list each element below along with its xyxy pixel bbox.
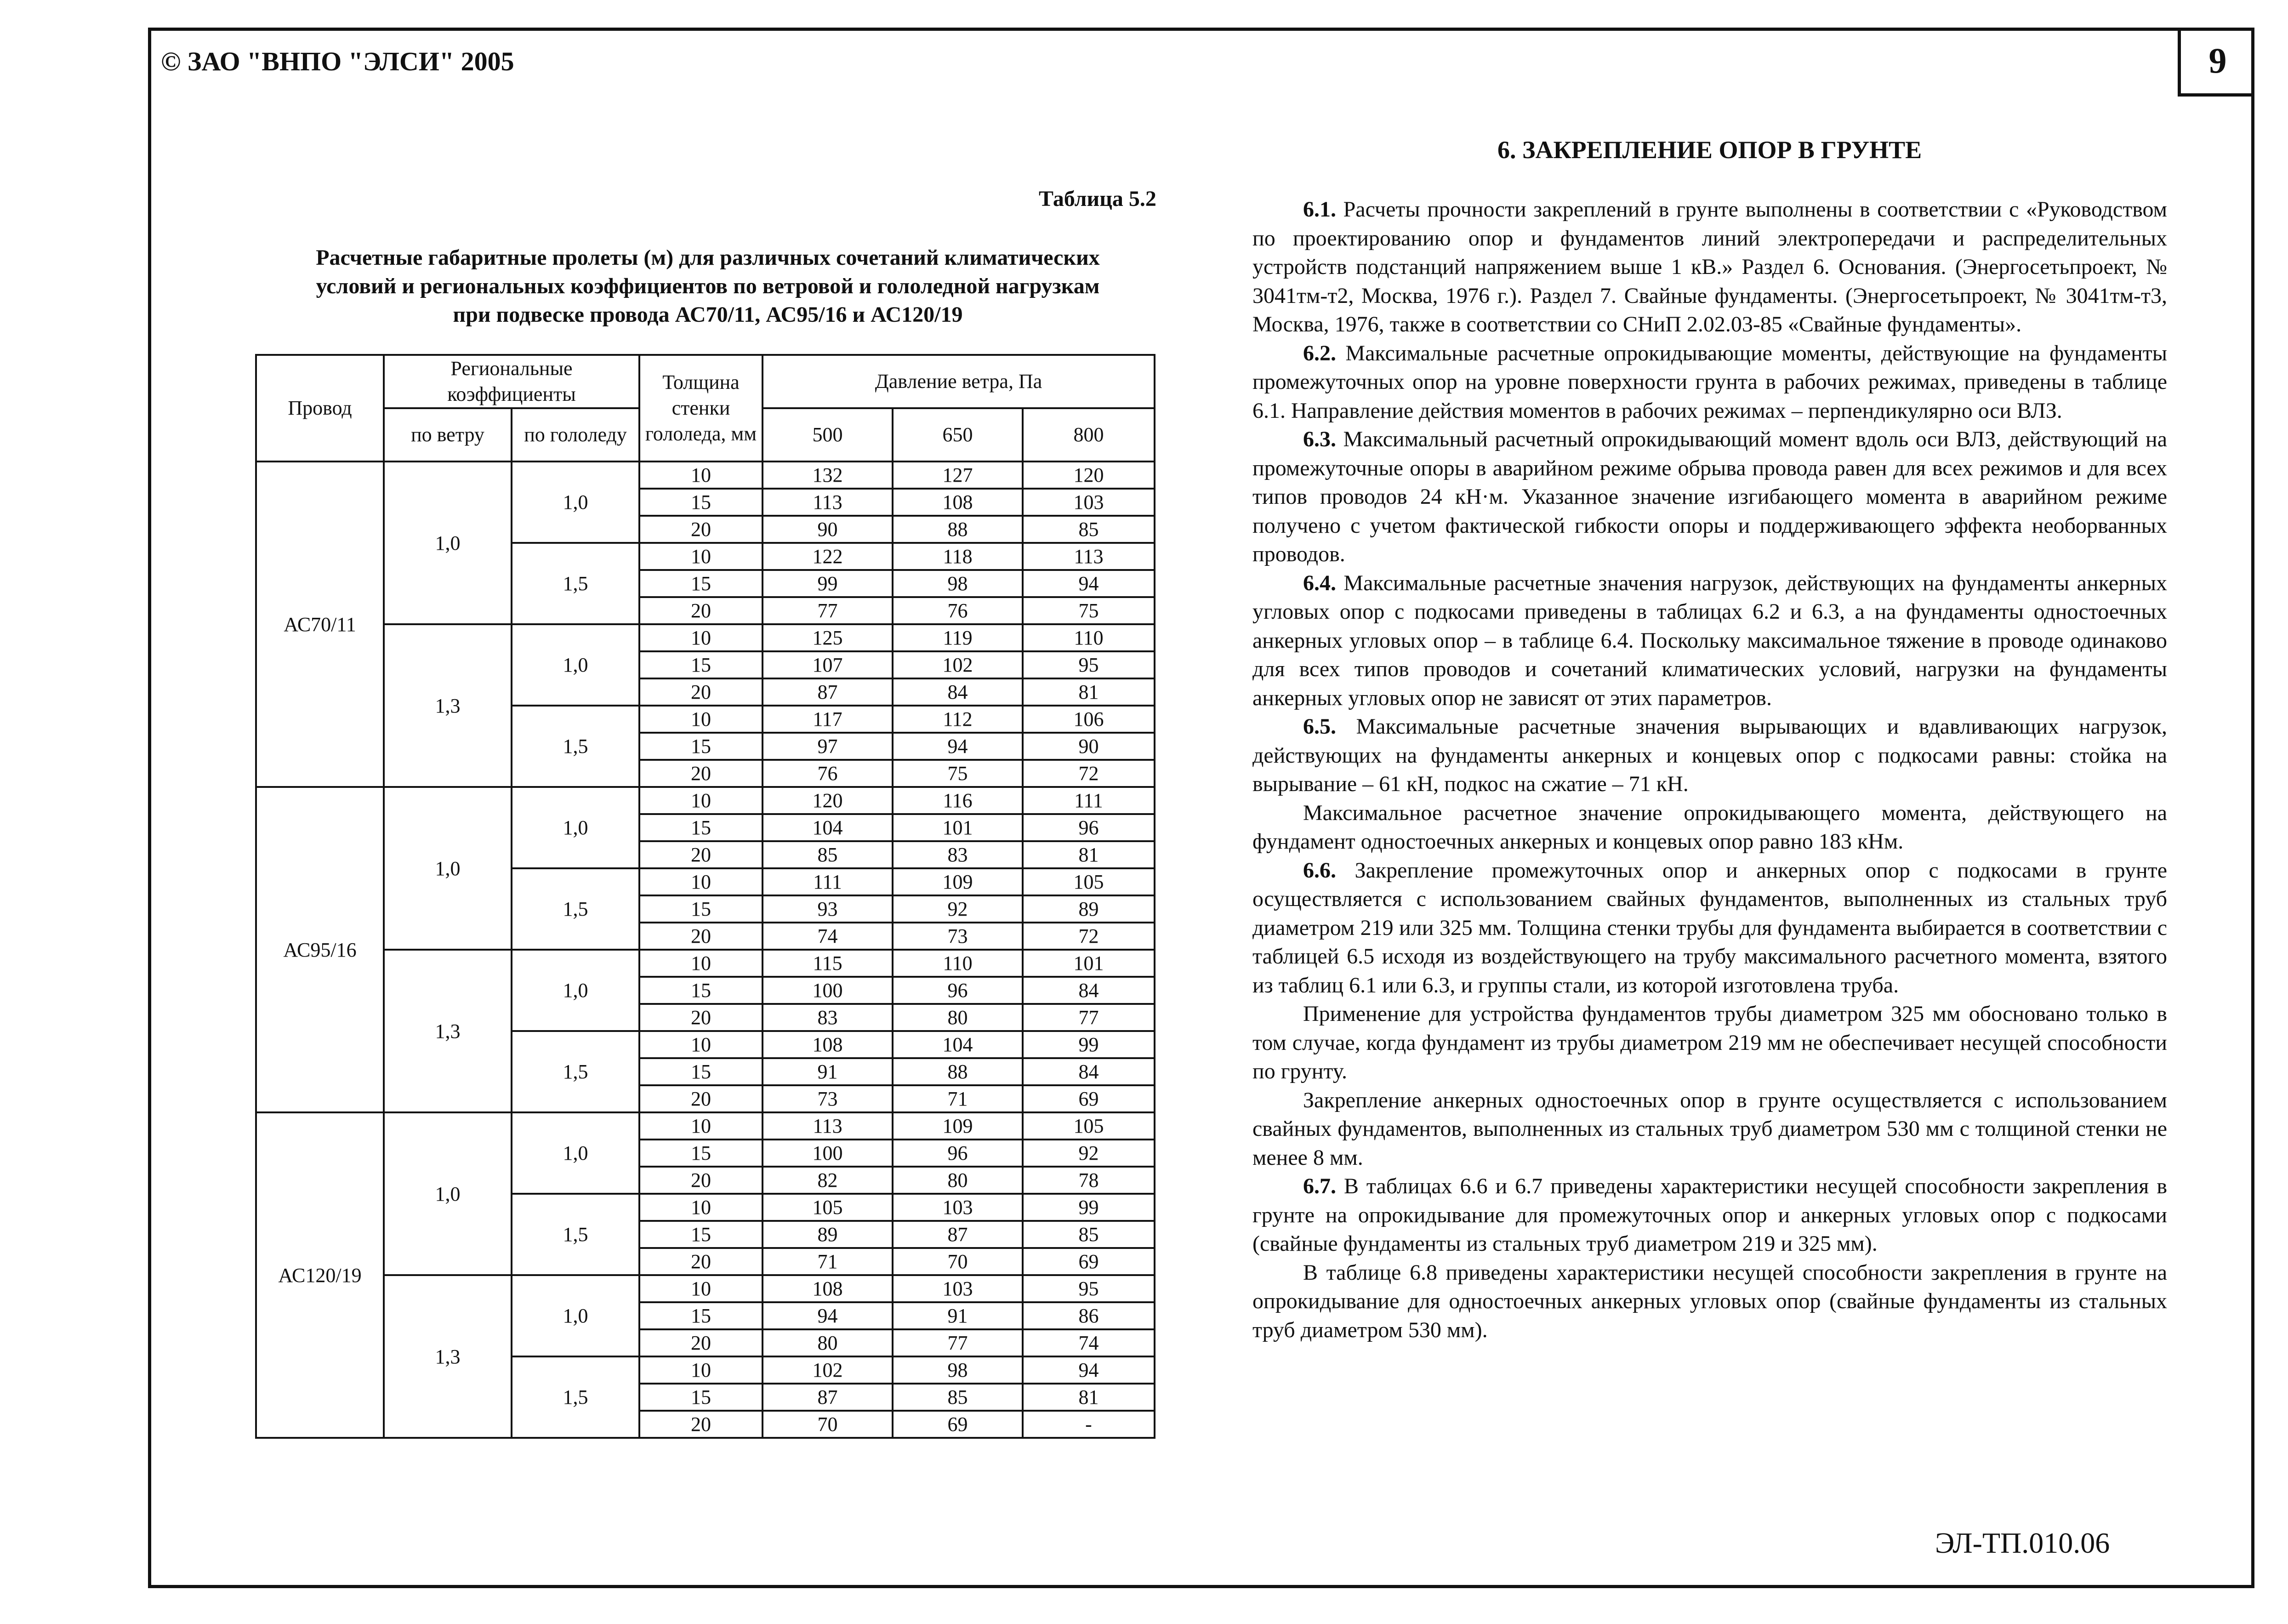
paragraph-number: 6.7.	[1303, 1174, 1336, 1198]
span-500-cell: 113	[763, 489, 893, 516]
paragraph-number: 6.1.	[1303, 197, 1336, 222]
span-500-cell: 117	[763, 706, 893, 733]
span-800-cell: 72	[1023, 760, 1155, 787]
wind-coef-cell: 1,3	[384, 1275, 512, 1438]
header-by-wind: по ветру	[384, 408, 512, 462]
span-650-cell: 71	[893, 1085, 1023, 1112]
span-650-cell: 119	[893, 624, 1023, 651]
thickness-cell: 15	[639, 570, 763, 597]
span-500-cell: 99	[763, 570, 893, 597]
thickness-cell: 15	[639, 651, 763, 678]
thickness-cell: 20	[639, 1167, 763, 1194]
wind-coef-cell: 1,0	[384, 462, 512, 624]
span-500-cell: 85	[763, 841, 893, 868]
span-650-cell: 118	[893, 543, 1023, 570]
span-500-cell: 93	[763, 895, 893, 923]
section-paragraph	[1252, 1000, 2167, 1086]
thickness-cell: 10	[639, 950, 763, 977]
header-p500: 500	[763, 408, 893, 462]
span-650-cell: 96	[893, 977, 1023, 1004]
span-800-cell: 78	[1023, 1167, 1155, 1194]
thickness-cell: 10	[639, 706, 763, 733]
span-500-cell: 71	[763, 1248, 893, 1275]
span-500-cell: 76	[763, 760, 893, 787]
span-500-cell: 94	[763, 1302, 893, 1329]
header-by-ice: по гололеду	[512, 408, 639, 462]
table-title-line: условий и региональных коэффициентов по ветровой и гололедной нагрузкам	[316, 274, 1100, 298]
span-800-cell: 81	[1023, 841, 1155, 868]
paragraph-text: Расчеты прочности закреплений в грунте выполнены в соответствии с «Руководством по проектированию опор и фундаментов линий электропередачи и распределительных устройств подстанций напряжением выше 1 кВ.» Раздел 6. Основания. (Энергосетьпроект, № 3041тм-т2, Москва, 1976 г.). Раздел 7. Свайные фундаменты. (Энергосетьпроект, № 3041тм-т3, Москва, 1976, также в соответствии со СНиП 2.02.03-85 «Свайные фундаменты».	[1252, 197, 2167, 336]
table-body	[256, 462, 1155, 1438]
thickness-cell: 15	[639, 1302, 763, 1329]
span-800-cell: 111	[1023, 787, 1155, 814]
span-500-cell: 100	[763, 977, 893, 1004]
span-500-cell: 104	[763, 814, 893, 841]
span-800-cell: 69	[1023, 1085, 1155, 1112]
span-800-cell: 90	[1023, 733, 1155, 760]
wire-cell: АС120/19	[256, 1112, 384, 1438]
ice-coef-cell: 1,0	[512, 950, 639, 1031]
span-800-cell: 94	[1023, 1356, 1155, 1384]
span-500-cell: 77	[763, 597, 893, 624]
thickness-cell: 15	[639, 895, 763, 923]
span-500-cell: 111	[763, 868, 893, 895]
span-650-cell: 91	[893, 1302, 1023, 1329]
wind-coef-cell: 1,3	[384, 624, 512, 787]
span-500-cell: 91	[763, 1058, 893, 1085]
table-row	[256, 624, 1155, 651]
wind-coef-cell: 1,3	[384, 950, 512, 1112]
span-650-cell: 75	[893, 760, 1023, 787]
span-500-cell: 108	[763, 1275, 893, 1302]
span-500-cell: 90	[763, 516, 893, 543]
thickness-cell: 10	[639, 624, 763, 651]
span-800-cell: 84	[1023, 977, 1155, 1004]
ice-coef-cell: 1,5	[512, 1356, 639, 1438]
table-title-line: Расчетные габаритные пролеты (м) для различных сочетаний климатических	[316, 245, 1100, 270]
span-500-cell: 97	[763, 733, 893, 760]
header-p800: 800	[1023, 408, 1155, 462]
thickness-cell: 20	[639, 1248, 763, 1275]
spans-table	[255, 354, 1155, 1439]
thickness-cell: 20	[639, 841, 763, 868]
section-paragraph	[1252, 425, 2167, 569]
paragraph-text: Максимальные расчетные значения нагрузок, действующих на фундаменты анкерных угловых опор с подкосами приведены в таблицах 6.2 и 6.3, а на фундаменты одностоечных анкерных угловых опор – в таблице 6.4. Поскольку максимальное тяжение в проводе одинаково для всех типов проводов и сочетаний климатических условий, нагрузки на фундаменты анкерных угловых опор не зависят от этих параметров.	[1252, 570, 2167, 710]
section-paragraph	[1252, 569, 2167, 713]
header-p650: 650	[893, 408, 1023, 462]
copyright-text: © ЗАО "ВНПО "ЭЛСИ" 2005	[161, 46, 514, 76]
span-500-cell: 83	[763, 1004, 893, 1031]
table-row	[256, 787, 1155, 814]
thickness-cell: 20	[639, 597, 763, 624]
span-500-cell: 105	[763, 1194, 893, 1221]
span-500-cell: 80	[763, 1329, 893, 1356]
span-800-cell: 84	[1023, 1058, 1155, 1085]
section-paragraph	[1252, 195, 2167, 339]
thickness-cell: 20	[639, 1329, 763, 1356]
span-650-cell: 98	[893, 1356, 1023, 1384]
thickness-cell: 15	[639, 814, 763, 841]
section-paragraph	[1252, 712, 2167, 799]
paragraph-text: Максимальные расчетные значения вырывающих и вдавливающих нагрузок, действующих на фундаменты анкерных и концевых опор с подкосами равны: стойка на вырывание – 61 кН, подкос на сжатие – 71 кН.	[1252, 714, 2167, 796]
paragraph-text: Закрепление промежуточных опор и анкерных опор с подкосами в грунте осуществляется с использованием свайных фундаментов, выполненных из стальных труб диаметром 219 или 325 мм. Толщина стенки трубы для фундамента выбирается в соответствии с таблицей 6.5 исходя из воздействующего на трубу максимального расчетного момента, взятого из таблиц 6.1 или 6.3, и группы стали, из которой изготовлена труба.	[1252, 858, 2167, 997]
span-800-cell: 113	[1023, 543, 1155, 570]
span-650-cell: 88	[893, 1058, 1023, 1085]
span-650-cell: 127	[893, 462, 1023, 489]
span-800-cell: 95	[1023, 1275, 1155, 1302]
span-650-cell: 92	[893, 895, 1023, 923]
thickness-cell: 15	[639, 1384, 763, 1411]
span-800-cell: 81	[1023, 678, 1155, 706]
span-500-cell: 132	[763, 462, 893, 489]
span-800-cell: 81	[1023, 1384, 1155, 1411]
thickness-cell: 20	[639, 1411, 763, 1438]
paragraph-text: Закрепление анкерных одностоечных опор в грунте осуществляется с использованием свайных фундаментов, выполненных из стальных труб диаметром 530 мм с толщиной стенки не менее 8 мм.	[1252, 1088, 2167, 1170]
span-500-cell: 113	[763, 1112, 893, 1140]
thickness-cell: 10	[639, 1275, 763, 1302]
span-800-cell: 103	[1023, 489, 1155, 516]
span-800-cell: 74	[1023, 1329, 1155, 1356]
thickness-cell: 15	[639, 977, 763, 1004]
ice-coef-cell: 1,5	[512, 543, 639, 624]
span-650-cell: 83	[893, 841, 1023, 868]
table-row	[256, 462, 1155, 489]
span-650-cell: 84	[893, 678, 1023, 706]
ice-coef-cell: 1,0	[512, 462, 639, 543]
paragraph-number: 6.4.	[1303, 570, 1336, 595]
span-500-cell: 122	[763, 543, 893, 570]
paragraph-text: Максимальные расчетные опрокидывающие моменты, действующие на фундаменты промежуточных опор на уровне поверхности грунта в рабочих режимах, приведены в таблице 6.1. Направление действия моментов в рабочих режимах – перпендикулярно оси ВЛЗ.	[1252, 341, 2167, 423]
thickness-cell: 10	[639, 1112, 763, 1140]
document-code: ЭЛ-ТП.010.06	[1935, 1527, 2110, 1559]
section-title: 6. ЗАКРЕПЛЕНИЕ ОПОР В ГРУНТЕ	[1497, 136, 1922, 164]
table-row	[256, 1112, 1155, 1140]
span-650-cell: 80	[893, 1004, 1023, 1031]
thickness-cell: 20	[639, 516, 763, 543]
span-800-cell: 95	[1023, 651, 1155, 678]
ice-coef-cell: 1,0	[512, 624, 639, 706]
thickness-cell: 15	[639, 1058, 763, 1085]
span-650-cell: 101	[893, 814, 1023, 841]
thickness-cell: 20	[639, 923, 763, 950]
span-650-cell: 98	[893, 570, 1023, 597]
span-800-cell: 101	[1023, 950, 1155, 977]
thickness-cell: 10	[639, 1194, 763, 1221]
header-thickness: Толщина стенки гололеда, мм	[639, 355, 763, 462]
span-650-cell: 104	[893, 1031, 1023, 1058]
paragraph-text: В таблицах 6.6 и 6.7 приведены характеристики несущей способности закрепления в грунте на опрокидывание для промежуточных опор и анкерных угловых опор с подкосами (свайные фундаменты из стальных труб диаметром 219 и 325 мм).	[1252, 1174, 2167, 1256]
span-500-cell: 125	[763, 624, 893, 651]
span-650-cell: 77	[893, 1329, 1023, 1356]
thickness-cell: 20	[639, 678, 763, 706]
paragraph-text: Максимальный расчетный опрокидывающий момент вдоль оси ВЛЗ, действующий на промежуточные опоры в аварийном режиме обрыва провода равен для всех режимов и для всех типов проводов 24 кН·м. Указанное значение изгибающего момента в аварийном режиме получено с учетом фактической гибкости опоры и поддерживающего эффекта необорванных проводов.	[1252, 427, 2167, 566]
wire-cell: АС95/16	[256, 787, 384, 1112]
span-650-cell: 102	[893, 651, 1023, 678]
span-500-cell: 70	[763, 1411, 893, 1438]
span-650-cell: 80	[893, 1167, 1023, 1194]
paragraph-number: 6.6.	[1303, 858, 1336, 883]
header-wire: Провод	[256, 355, 384, 462]
span-500-cell: 87	[763, 678, 893, 706]
span-650-cell: 94	[893, 733, 1023, 760]
span-500-cell: 74	[763, 923, 893, 950]
span-650-cell: 116	[893, 787, 1023, 814]
header-regional: Региональные коэффициенты	[384, 355, 639, 408]
thickness-cell: 15	[639, 733, 763, 760]
span-800-cell: 89	[1023, 895, 1155, 923]
span-800-cell: 96	[1023, 814, 1155, 841]
span-500-cell: 89	[763, 1221, 893, 1248]
table-title	[257, 244, 1158, 329]
thickness-cell: 15	[639, 1140, 763, 1167]
span-650-cell: 85	[893, 1384, 1023, 1411]
span-650-cell: 96	[893, 1140, 1023, 1167]
section-paragraph	[1252, 856, 2167, 1000]
span-500-cell: 120	[763, 787, 893, 814]
thickness-cell: 15	[639, 1221, 763, 1248]
paragraph-number: 6.2.	[1303, 341, 1336, 365]
thickness-cell: 20	[639, 760, 763, 787]
span-650-cell: 109	[893, 868, 1023, 895]
wire-cell: АС70/11	[256, 462, 384, 787]
span-500-cell: 115	[763, 950, 893, 977]
span-800-cell: 85	[1023, 516, 1155, 543]
span-500-cell: 87	[763, 1384, 893, 1411]
wind-coef-cell: 1,0	[384, 787, 512, 950]
span-650-cell: 110	[893, 950, 1023, 977]
span-800-cell: 110	[1023, 624, 1155, 651]
span-800-cell: 105	[1023, 1112, 1155, 1140]
table-title-line: при подвеске провода АС70/11, АС95/16 и АС120/19	[453, 302, 963, 327]
span-650-cell: 76	[893, 597, 1023, 624]
section-paragraph	[1252, 1086, 2167, 1173]
span-800-cell: 99	[1023, 1031, 1155, 1058]
span-650-cell: 70	[893, 1248, 1023, 1275]
span-800-cell: 92	[1023, 1140, 1155, 1167]
span-650-cell: 103	[893, 1194, 1023, 1221]
ice-coef-cell: 1,5	[512, 1194, 639, 1275]
span-800-cell: 94	[1023, 570, 1155, 597]
thickness-cell: 10	[639, 787, 763, 814]
section-text	[1252, 195, 2167, 1345]
section-paragraph	[1252, 1172, 2167, 1259]
paragraph-number: 6.3.	[1303, 427, 1336, 451]
span-800-cell: 120	[1023, 462, 1155, 489]
thickness-cell: 10	[639, 543, 763, 570]
thickness-cell: 10	[639, 1031, 763, 1058]
ice-coef-cell: 1,0	[512, 1112, 639, 1194]
section-paragraph	[1252, 799, 2167, 856]
paragraph-text: Применение для устройства фундаментов трубы диаметром 325 мм обосновано только в том случае, когда фундамент из трубы диаметром 219 мм не обеспечивает несущей способности по грунту.	[1252, 1002, 2167, 1083]
thickness-cell: 10	[639, 462, 763, 489]
span-650-cell: 108	[893, 489, 1023, 516]
span-500-cell: 82	[763, 1167, 893, 1194]
span-500-cell: 100	[763, 1140, 893, 1167]
paragraph-number: 6.5.	[1303, 714, 1336, 739]
span-500-cell: 102	[763, 1356, 893, 1384]
section-paragraph	[1252, 1259, 2167, 1345]
wind-coef-cell: 1,0	[384, 1112, 512, 1275]
span-800-cell: 69	[1023, 1248, 1155, 1275]
thickness-cell: 10	[639, 868, 763, 895]
thickness-cell: 10	[639, 1356, 763, 1384]
span-800-cell: -	[1023, 1411, 1155, 1438]
span-800-cell: 77	[1023, 1004, 1155, 1031]
header-wind-pressure: Давление ветра, Па	[763, 355, 1155, 408]
table-row	[256, 1275, 1155, 1302]
span-800-cell: 72	[1023, 923, 1155, 950]
span-650-cell: 87	[893, 1221, 1023, 1248]
span-650-cell: 88	[893, 516, 1023, 543]
table-caption: Таблица 5.2	[1039, 187, 1156, 211]
span-650-cell: 69	[893, 1411, 1023, 1438]
span-650-cell: 73	[893, 923, 1023, 950]
span-800-cell: 75	[1023, 597, 1155, 624]
span-800-cell: 106	[1023, 706, 1155, 733]
ice-coef-cell: 1,5	[512, 868, 639, 950]
span-800-cell: 99	[1023, 1194, 1155, 1221]
ice-coef-cell: 1,0	[512, 1275, 639, 1356]
span-800-cell: 86	[1023, 1302, 1155, 1329]
ice-coef-cell: 1,0	[512, 787, 639, 868]
thickness-cell: 20	[639, 1004, 763, 1031]
span-500-cell: 73	[763, 1085, 893, 1112]
span-500-cell: 108	[763, 1031, 893, 1058]
ice-coef-cell: 1,5	[512, 706, 639, 787]
paragraph-text: Максимальное расчетное значение опрокидывающего момента, действующего на фундамент одностоечных анкерных и концевых опор равно 183 кНм.	[1252, 800, 2167, 854]
thickness-cell: 20	[639, 1085, 763, 1112]
table-row	[256, 950, 1155, 977]
span-650-cell: 112	[893, 706, 1023, 733]
span-800-cell: 105	[1023, 868, 1155, 895]
span-500-cell: 107	[763, 651, 893, 678]
paragraph-text: В таблице 6.8 приведены характеристики несущей способности закрепления в грунте на опрокидывание для одностоечных анкерных угловых опор (свайные фундаменты из стальных труб диаметром 530 мм).	[1252, 1260, 2167, 1342]
page-number: 9	[2178, 28, 2254, 97]
span-650-cell: 109	[893, 1112, 1023, 1140]
span-650-cell: 103	[893, 1275, 1023, 1302]
span-800-cell: 85	[1023, 1221, 1155, 1248]
thickness-cell: 15	[639, 489, 763, 516]
section-paragraph	[1252, 339, 2167, 426]
ice-coef-cell: 1,5	[512, 1031, 639, 1112]
